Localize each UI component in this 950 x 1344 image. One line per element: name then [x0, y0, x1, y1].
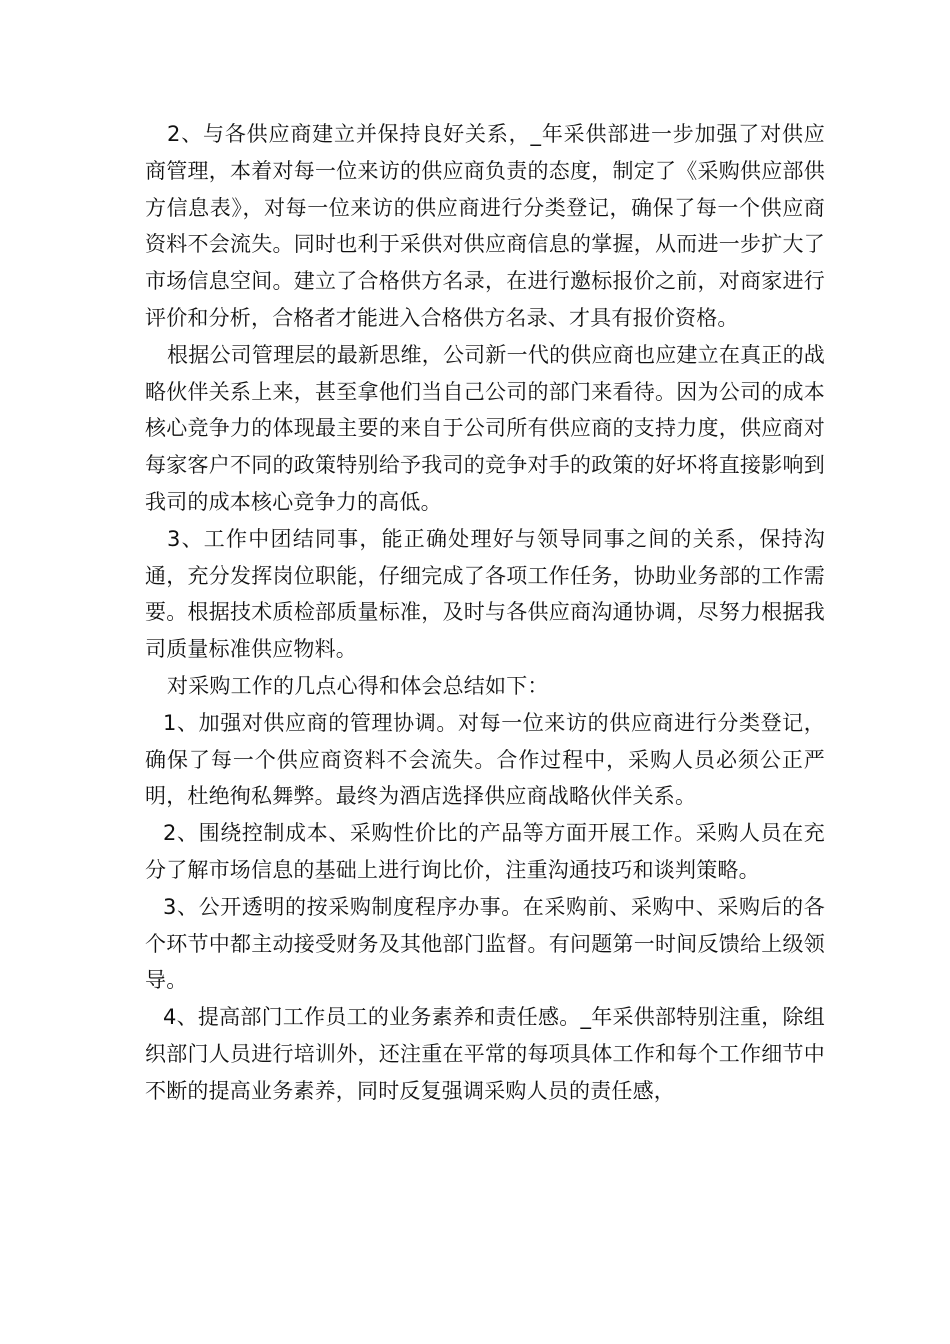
paragraph-point-4: 4、提高部门工作员工的业务素养和责任感。_年采供部特别注重，除组织部门人员进行培训外，还注重在平常的每项具体工作和每个工作细节中不断的提高业务素养，同时反复强调采购人员的责任感，	[145, 1005, 825, 1103]
paragraph-point-2: 2、围绕控制成本、采购性价比的产品等方面开展工作。采购人员在充分了解市场信息的基础上进行询比价，注重沟通技巧和谈判策略。	[145, 821, 825, 882]
paragraph-summary-intro: 对采购工作的几点心得和体会总结如下：	[167, 673, 549, 698]
document-body	[145, 116, 825, 1110]
paragraph-strategic-partnership: 根据公司管理层的最新思维，公司新一代的供应商也应建立在真正的战略伙伴关系上来，甚至拿他们当自己公司的部门来看待。因为公司的成本核心竞争力的体现最主要的来自于公司所有供应商的支持力度，供应商对每家客户不同的政策特别给予我司的竞争对手的政策的好坏将直接影响到我司的成本核心竞争力的高低。	[145, 342, 825, 514]
paragraph-point-1: 1、加强对供应商的管理协调。对每一位来访的供应商进行分类登记，确保了每一个供应商资料不会流失。合作过程中，采购人员必须公正严明，杜绝徇私舞弊。最终为酒店选择供应商战略伙伴关系。	[145, 710, 825, 809]
paragraph-supplier-relations: 2、与各供应商建立并保持良好关系，_年采供部进一步加强了对供应商管理，本着对每一位来访的供应商负责的态度，制定了《采购供应部供方信息表》，对每一位来访的供应商进行分类登记，确保了每一个供应商资料不会流失。同时也利于采供对供应商信息的掌握，从而进一步扩大了市场信息空间。建立了合格供方名录，在进行邀标报价之前，对商家进行评价和分析，合格者才能进入合格供方名录、才具有报价资格。	[145, 122, 825, 330]
paragraph-point-3: 3、公开透明的按采购制度程序办事。在采购前、采购中、采购后的各个环节中都主动接受财务及其他部门监督。有问题第一时间反馈给上级领导。	[145, 894, 825, 993]
paragraph-teamwork: 3、工作中团结同事，能正确处理好与领导同事之间的关系，保持沟通，充分发挥岗位职能，仔细完成了各项工作任务，协助业务部的工作需要。根据技术质检部质量标准，及时与各供应商沟通协调，尽努力根据我司质量标准供应物料。	[145, 526, 825, 662]
